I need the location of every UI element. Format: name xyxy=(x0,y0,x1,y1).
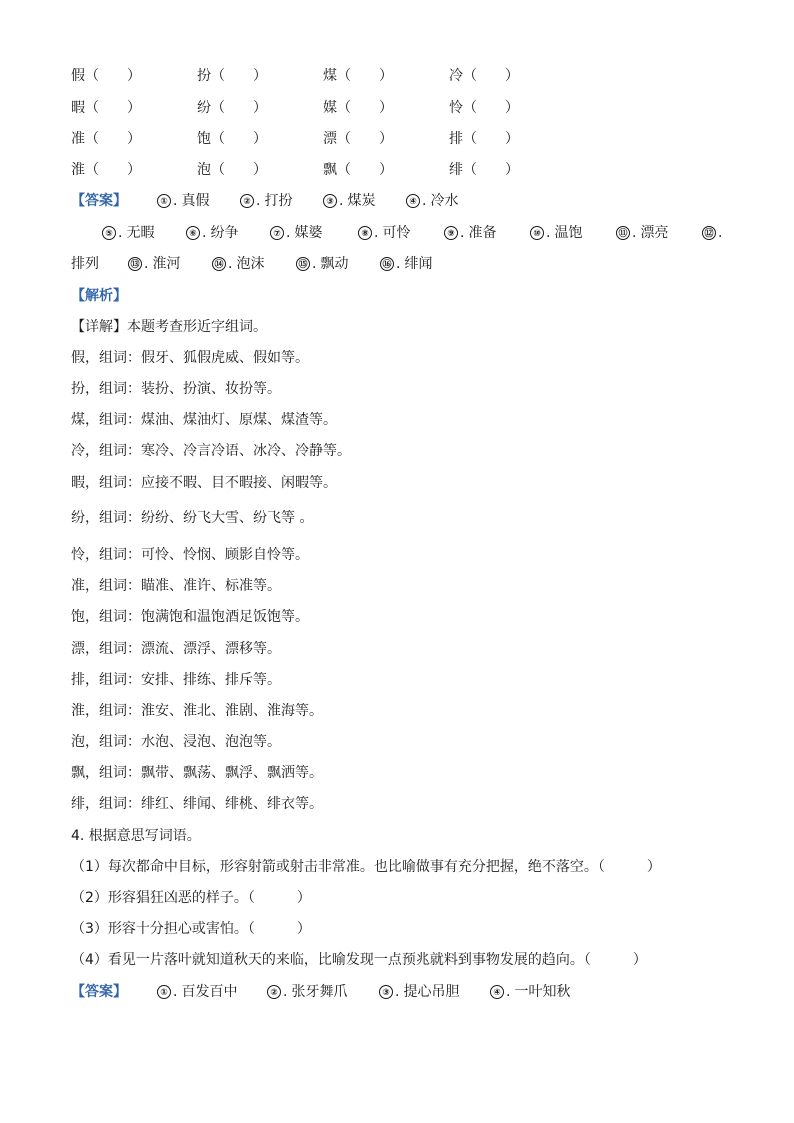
answer-number: ⑪ xyxy=(616,226,630,240)
analysis-line: 饱，组词：饱满饱和温饱酒足饭饱等。 xyxy=(71,609,309,625)
answer-text: 一叶知秋 xyxy=(514,984,571,1000)
answer-item: ① . 真假 xyxy=(157,192,209,210)
answer-text: 纷争 xyxy=(210,225,239,241)
answer-item: ⑫ . xyxy=(702,224,726,242)
answer-item: ④ . 一叶知秋 xyxy=(490,983,570,1001)
answer-item xyxy=(71,255,99,273)
answer-text: 漂亮 xyxy=(640,225,669,241)
answer-number: ③ xyxy=(379,985,393,999)
answer-tag: 【答案】 xyxy=(71,193,127,209)
question-item: （1）每次都命中目标，形容射箭或射击非常准。也比喻做事有充分把握，绝不落空。（ ） xyxy=(71,859,661,875)
answer-item: ② . 张牙舞爪 xyxy=(267,983,347,1001)
analysis-line: 纷，组词：纷纷、纷飞大雪、纷飞等 。 xyxy=(71,510,314,526)
answer-number: ⑧ xyxy=(358,226,372,240)
answer-number: ⑤ xyxy=(102,226,116,240)
grid-cell: 媒（ ） xyxy=(323,100,393,116)
analysis-line: 冷，组词：寒冷、冷言冷语、冰冷、冷静等。 xyxy=(71,443,351,459)
answer-number: ⑥ xyxy=(186,226,200,240)
answer-number: ⑮ xyxy=(296,257,310,271)
answer-text: 媒婆 xyxy=(294,225,323,241)
answer-text: 淮河 xyxy=(152,256,181,272)
grid-cell: 饱（ ） xyxy=(197,131,267,147)
detail-text: 本题考查形近字组词。 xyxy=(127,319,267,335)
grid-cell: 飘（ ） xyxy=(323,162,393,178)
answer-item: ⑤ . 无暇 xyxy=(102,224,154,242)
question-item: （2）形容猖狂凶恶的样子。（ ） xyxy=(71,890,311,906)
grid-cell: 怜（ ） xyxy=(449,100,519,116)
grid-cell: 准（ ） xyxy=(71,131,141,147)
question-item: （4）看见一片落叶就知道秋天的来临，比喻发现一点预兆就料到事物发展的趋向。（ ） xyxy=(71,952,647,968)
answer-item: ⑦ . 媒婆 xyxy=(270,224,322,242)
answer-text: 排列 xyxy=(71,256,99,272)
answer-number: ⑩ xyxy=(530,226,544,240)
answer-number: ⑨ xyxy=(444,226,458,240)
answer-text: 提心吊胆 xyxy=(403,984,460,1000)
grid-cell: 淮（ ） xyxy=(71,162,141,178)
analysis-line: 煤，组词：煤油、煤油灯、原煤、煤渣等。 xyxy=(71,412,337,428)
answer-text: 真假 xyxy=(181,193,210,209)
answer-text: 百发百中 xyxy=(181,984,238,1000)
answer-item: ④ . 冷水 xyxy=(406,192,458,210)
analysis-line: 假，组词：假牙、狐假虎威、假如等。 xyxy=(71,350,309,366)
grid-cell: 假（ ） xyxy=(71,68,141,84)
question-item: （3）形容十分担心或害怕。（ ） xyxy=(71,921,311,937)
answer-number: ② xyxy=(267,985,281,999)
answer-item: ⑥ . 纷争 xyxy=(186,224,238,242)
analysis-line: 漂，组词：漂流、漂浮、漂移等。 xyxy=(71,641,281,657)
grid-cell: 暇（ ） xyxy=(71,100,141,116)
answer-item: ⑩ . 温饱 xyxy=(530,224,582,242)
answer-text: 飘动 xyxy=(320,256,349,272)
answer-number: ③ xyxy=(323,194,337,208)
answer-number: ② xyxy=(240,194,254,208)
answer-text: 煤炭 xyxy=(347,193,376,209)
answer-item: ⑬ . 淮河 xyxy=(128,255,180,273)
answer-number: ⑯ xyxy=(380,257,394,271)
answer-number: ⑦ xyxy=(270,226,284,240)
answer-item: ① . 百发百中 xyxy=(157,983,237,1001)
analysis-line: 泡，组词：水泡、浸泡、泡泡等。 xyxy=(71,734,281,750)
grid-cell: 绯（ ） xyxy=(449,162,519,178)
answer-text: 泡沫 xyxy=(236,256,265,272)
answer-text: 绯闻 xyxy=(404,256,433,272)
answer-item: ② . 打扮 xyxy=(240,192,292,210)
answer-text: 无暇 xyxy=(126,225,155,241)
analysis-line: 淮，组词：淮安、淮北、淮剧、淮海等。 xyxy=(71,703,323,719)
analysis-line: 扮，组词：装扮、扮演、妆扮等。 xyxy=(71,381,281,397)
answer-item: ⑪ . 漂亮 xyxy=(616,224,668,242)
grid-cell: 扮（ ） xyxy=(197,68,267,84)
answer-number: ⑭ xyxy=(212,257,226,271)
answer-item: ⑭ . 泡沫 xyxy=(212,255,264,273)
answer-item: ③ . 煤炭 xyxy=(323,192,375,210)
grid-cell: 煤（ ） xyxy=(323,68,393,84)
grid-cell: 排（ ） xyxy=(449,131,519,147)
answer-tag: 【答案】 xyxy=(71,984,127,1000)
question-title: 4. 根据意思写词语。 xyxy=(71,828,201,844)
analysis-line: 飘，组词：飘带、飘荡、飘浮、飘洒等。 xyxy=(71,765,323,781)
answer-number: ⑫ xyxy=(702,226,716,240)
answer-text: 可怜 xyxy=(382,225,411,241)
analysis-line: 绯，组词：绯红、绯闻、绯桃、绯衣等。 xyxy=(71,796,323,812)
answer-number: ⑬ xyxy=(128,257,142,271)
answer-number: ④ xyxy=(490,985,504,999)
answer-text: 张牙舞爪 xyxy=(291,984,348,1000)
answer-number: ④ xyxy=(406,194,420,208)
answer-text: 准备 xyxy=(468,225,497,241)
grid-cell: 纷（ ） xyxy=(197,100,267,116)
analysis-line: 怜，组词：可怜、怜悯、顾影自怜等。 xyxy=(71,547,309,563)
answer-number: ① xyxy=(157,985,171,999)
analysis-tag: 【解析】 xyxy=(71,288,127,304)
answer-item: ⑧ . 可怜 xyxy=(358,224,410,242)
answer-item: ⑮ . 飘动 xyxy=(296,255,348,273)
detail-tag: 【详解】 xyxy=(71,319,127,335)
answer-text: 温饱 xyxy=(554,225,583,241)
answer-item: ⑨ . 准备 xyxy=(444,224,496,242)
analysis-line: 准，组词：瞄准、准许、标准等。 xyxy=(71,578,281,594)
detail-line xyxy=(71,318,267,336)
answer-item: ③ . 提心吊胆 xyxy=(379,983,459,1001)
grid-cell: 泡（ ） xyxy=(197,162,267,178)
answer-number: ① xyxy=(157,194,171,208)
answer-text: 冷水 xyxy=(430,193,459,209)
answer-item: ⑯ . 绯闻 xyxy=(380,255,432,273)
grid-cell: 冷（ ） xyxy=(449,68,519,84)
analysis-line: 暇，组词：应接不暇、目不暇接、闲暇等。 xyxy=(71,475,337,491)
analysis-line: 排，组词：安排、排练、排斥等。 xyxy=(71,672,281,688)
answer-text: 打扮 xyxy=(264,193,293,209)
grid-cell: 漂（ ） xyxy=(323,131,393,147)
